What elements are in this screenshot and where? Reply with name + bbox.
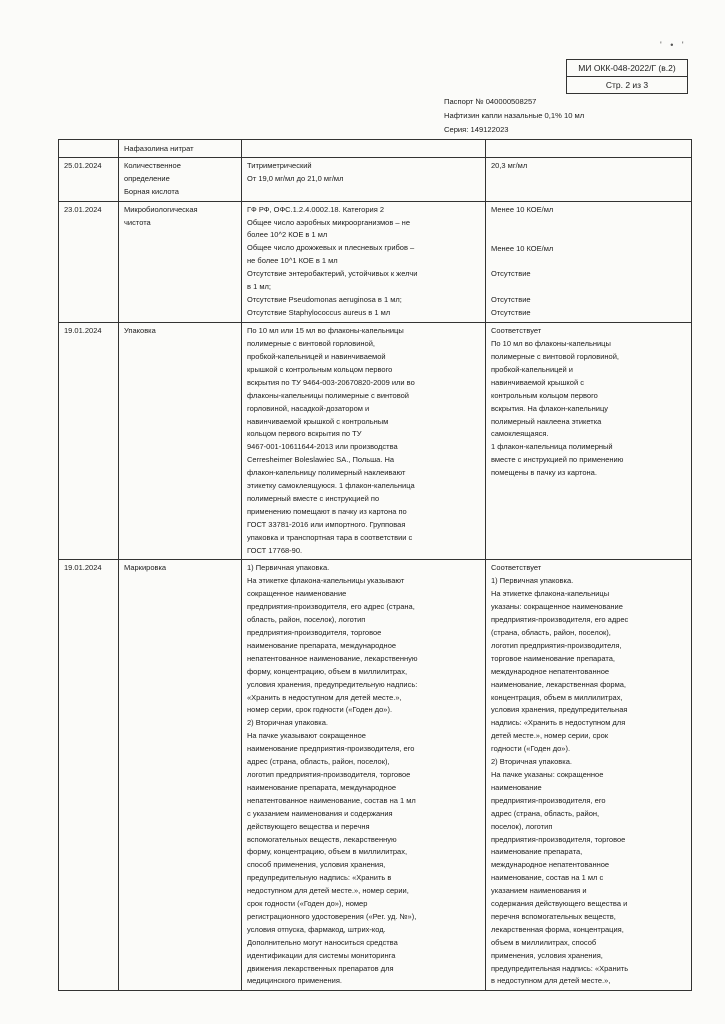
- result-line: вскрытия. На флакон-капельницу: [491, 403, 609, 413]
- param-line: чистота: [124, 217, 151, 227]
- result-line: 2) Вторичная упаковка.: [491, 757, 572, 767]
- result-line: надпись: «Хранить в недоступном для: [491, 718, 626, 728]
- norm-line: форму, концентрацию, объем в миллилитрах,: [247, 666, 408, 676]
- result-line: самоклеящаяся.: [491, 429, 549, 439]
- result-line: (страна, область, район, поселок),: [491, 628, 611, 637]
- result-line: Менее 10 КОЕ/мл: [491, 243, 554, 253]
- table-row: [59, 201, 692, 323]
- result-line: 20,3 мг/мл: [491, 160, 528, 170]
- result-line: На пачке указаны: сокращенное: [491, 769, 604, 779]
- param-line: Упаковка: [124, 326, 156, 336]
- result-line: По 10 мл во флаконы-капельницы: [491, 339, 611, 349]
- table-row: [59, 140, 692, 158]
- table-cell: [486, 140, 692, 158]
- norm-line: навинчиваемой крышкой с контрольным: [247, 416, 389, 426]
- document-code-box: [566, 59, 688, 94]
- norm-line: упаковка и транспортная тара в соответствии с: [247, 532, 413, 542]
- norm-line: более 10^2 КОЕ в 1 мл: [247, 230, 328, 240]
- norm-line: форму, концентрацию, объем в миллилитрах,: [247, 847, 408, 857]
- test-result: [486, 157, 692, 201]
- result-line: вместе с инструкцией по применению: [491, 455, 624, 465]
- test-result: [486, 201, 692, 323]
- test-date: 19.01.2024: [59, 323, 119, 560]
- test-date: 25.01.2024: [59, 157, 119, 201]
- norm-line: Общее число аэробных микроорганизмов – не: [247, 217, 410, 227]
- norm-line: «Хранить в недоступном для детей месте.»,: [247, 692, 402, 702]
- norm-line: движения лекарственных препаратов для: [247, 963, 394, 973]
- result-line: детей месте.», номер серии, срок: [491, 731, 609, 741]
- table-cell: [242, 140, 486, 158]
- passport-info: [444, 95, 584, 137]
- result-line: предупредительная надпись: «Хранить: [491, 963, 629, 973]
- norm-line: применению помещают в пачку из картона по: [247, 506, 407, 516]
- norm-line: регистрационного удостоверения («Рег. уд. №»),: [247, 911, 417, 921]
- norm-line: этикетку самоклеящуюся. 1 флакон-капельница: [247, 481, 415, 491]
- table-cell: [59, 140, 119, 158]
- result-line: в недоступном для детей месте.»,: [491, 976, 611, 986]
- test-parameter: [119, 157, 242, 201]
- result-line: содержания действующего вещества и: [491, 899, 628, 909]
- result-line: лекарственная форма, концентрация,: [491, 924, 624, 934]
- result-line: объем в миллилитрах, способ: [491, 937, 597, 947]
- param-line: определение: [124, 173, 170, 183]
- norm-line: 9467-001-10611644-2013 или производства: [247, 442, 398, 452]
- result-line: 1 флакон-капельница полимерный: [491, 442, 613, 452]
- result-line: предприятия-производителя, торговое: [491, 834, 626, 844]
- norm-line: вспомогательных веществ, лекарственную: [247, 834, 397, 844]
- result-line: поселок), логотип: [491, 821, 553, 831]
- norm-line: адрес (страна, область, район, поселок),: [247, 757, 390, 767]
- norm-line: ГФ РФ, ОФС.1.2.4.0002.18. Категория 2: [247, 204, 385, 214]
- result-line: указанием наименования и: [491, 886, 587, 896]
- norm-line: крышкой с контрольным кольцом первого: [247, 364, 393, 374]
- result-line: Отсутствие: [491, 295, 531, 305]
- norm-line: На пачке указывают сокращенное: [247, 731, 366, 741]
- norm-line: полимерный вместе с инструкцией по: [247, 493, 380, 503]
- norm-line: условия отпуска, фармакод, штрих-код.: [247, 924, 386, 934]
- result-line: торговое наименование препарата,: [491, 653, 615, 663]
- test-parameter: [119, 201, 242, 323]
- result-line: наименование, лекарственная форма,: [491, 679, 626, 689]
- test-results-table: [58, 139, 692, 991]
- norm-line: флаконы-капельницы полимерные с винтовой: [247, 390, 409, 400]
- scan-corner-marks: ' • ': [660, 40, 687, 50]
- result-line: Соответствует: [491, 563, 542, 573]
- result-line: пробкой-капельницей и: [491, 364, 573, 374]
- result-line: адрес (страна, область, район,: [491, 808, 600, 818]
- norm-line: действующего вещества и перечня: [247, 821, 370, 831]
- result-line: указаны: сокращенное наименование: [491, 602, 623, 612]
- norm-line: ГОСТ 17768-90.: [247, 545, 303, 555]
- result-line: помещены в пачку из картона.: [491, 468, 597, 478]
- result-line: Отсутствие: [491, 308, 531, 318]
- norm-line: идентификации для системы мониторинга: [247, 950, 396, 960]
- param-line: Количественное: [124, 160, 181, 170]
- test-parameter: [119, 323, 242, 560]
- result-line: условия хранения, предупредительная: [491, 705, 628, 715]
- result-line: международное непатентованное: [491, 860, 610, 870]
- param-line: Микробиологическая: [124, 204, 198, 214]
- test-result: [486, 560, 692, 991]
- result-line: наименование препарата,: [491, 847, 583, 857]
- norm-line: непатентованное наименование, лекарственную: [247, 653, 418, 663]
- result-line: полимерные с винтовой горловиной,: [491, 351, 619, 361]
- table-row: [59, 560, 692, 991]
- norm-line: сокращенное наименование: [247, 589, 347, 599]
- test-parameter: [119, 560, 242, 991]
- result-line: концентрация, объем в миллилитрах,: [491, 692, 623, 702]
- result-line: Соответствует: [491, 326, 542, 336]
- norm-line: с указанием наименования и содержания: [247, 808, 393, 818]
- norm-line: медицинского применения.: [247, 976, 343, 986]
- test-norm: [242, 323, 486, 560]
- test-date: 19.01.2024: [59, 560, 119, 991]
- result-line: навинчиваемой крышкой с: [491, 377, 584, 387]
- norm-line: Отсутствие энтеробактерий, устойчивых к желчи: [247, 269, 418, 279]
- norm-line: номер серии, срок годности («Годен до»).: [247, 705, 393, 715]
- norm-line: пробкой-капельницей и навинчиваемой: [247, 351, 386, 361]
- result-line: предприятия-производителя, его: [491, 795, 606, 805]
- norm-line: Отсутствие Pseudomonas aeruginosa в 1 мл;: [247, 294, 402, 304]
- result-line: применения, условия хранения,: [491, 950, 603, 960]
- result-line: Отсутствие: [491, 269, 531, 279]
- norm-line: 1) Первичная упаковка.: [247, 563, 330, 573]
- norm-line: полимерные с винтовой горловиной,: [247, 339, 375, 349]
- test-date: 23.01.2024: [59, 201, 119, 323]
- result-line: логотип предприятия-производителя,: [491, 640, 622, 650]
- document-code: МИ ОКК-048-2022/Г (в.2): [578, 63, 676, 73]
- norm-line: предприятия-производителя, торговое: [247, 628, 382, 637]
- norm-line: Cerresheimer Boleslawiec SA., Польша. На: [247, 455, 395, 465]
- norm-line: наименование препарата, международное: [247, 782, 397, 792]
- param-line: Маркировка: [124, 563, 167, 573]
- norm-line: 2) Вторичная упаковка.: [247, 718, 328, 728]
- norm-line: в 1 мл;: [247, 282, 271, 292]
- norm-line: недоступном для детей месте.», номер серии,: [247, 886, 409, 896]
- norm-line: условия хранения, предупредительную надпись:: [247, 679, 418, 689]
- norm-line: На этикетке флакона-капельницы указывают: [247, 576, 405, 586]
- norm-line: ГОСТ 33781-2016 или импортного. Групповая: [247, 519, 406, 529]
- result-line: перечня вспомогательных веществ,: [491, 911, 616, 921]
- norm-line: предупредительную надпись: «Хранить в: [247, 873, 392, 883]
- result-line: наименование: [491, 782, 542, 792]
- norm-line: Титриметрический: [247, 160, 312, 170]
- norm-line: Общее число дрожжевых и плесневых грибов –: [247, 243, 415, 253]
- substance-title: Нафазолина нитрат: [119, 140, 242, 158]
- norm-line: логотип предприятия-производителя, торговое: [247, 769, 411, 779]
- result-line: контрольным кольцом первого: [491, 390, 598, 400]
- norm-line: способ применения, условия хранения,: [247, 860, 386, 870]
- test-norm: [242, 157, 486, 201]
- page-number: Стр. 2 из 3: [567, 76, 687, 93]
- table-row: [59, 157, 692, 201]
- result-line: наименование, состав на 1 мл с: [491, 873, 604, 883]
- norm-line: область, район, поселок), логотип: [247, 615, 366, 625]
- result-line: Менее 10 КОЕ/мл: [491, 204, 554, 214]
- test-result: [486, 323, 692, 560]
- passport-number: Паспорт № 040000508257: [444, 97, 537, 106]
- test-norm: [242, 560, 486, 991]
- norm-line: непатентованное наименование, состав на 1 мл: [247, 795, 416, 805]
- result-line: 1) Первичная упаковка.: [491, 576, 574, 586]
- norm-line: наименование предприятия-производителя, его: [247, 744, 415, 754]
- norm-line: наименование препарата, международное: [247, 640, 397, 650]
- norm-line: флакон-капельницу полимерный наклеивают: [247, 468, 406, 478]
- norm-line: Дополнительно могут наноситься средства: [247, 937, 398, 947]
- result-line: На этикетке флакона-капельницы: [491, 589, 610, 599]
- norm-line: горловиной, насадкой-дозатором и: [247, 403, 370, 413]
- table-row: [59, 323, 692, 560]
- batch-number: Серия: 149122023: [444, 125, 509, 134]
- result-line: годности («Годен до»).: [491, 744, 571, 754]
- result-line: полимерный наклеена этикетка: [491, 416, 602, 426]
- test-norm: [242, 201, 486, 323]
- norm-line: предприятия-производителя, его адрес (страна,: [247, 602, 415, 612]
- norm-line: срок годности («Годен до»), номер: [247, 899, 368, 909]
- norm-line: По 10 мл или 15 мл во флаконы-капельницы: [247, 326, 404, 336]
- norm-line: не более 10^1 КОЕ в 1 мл: [247, 256, 338, 266]
- product-name: Нафтизин капли назальные 0,1% 10 мл: [444, 111, 585, 120]
- param-line: Борная кислота: [124, 186, 179, 196]
- norm-line: кольцом первого вскрытия по ТУ: [247, 429, 362, 439]
- norm-line: вскрытия по ТУ 9464-003-20670820-2009 или во: [247, 377, 415, 387]
- result-line: предприятия-производителя, его адрес: [491, 615, 629, 625]
- result-line: международное непатентованное: [491, 666, 610, 676]
- norm-line: От 19,0 мг/мл до 21,0 мг/мл: [247, 173, 344, 183]
- norm-line: Отсутствие Staphylococcus aureus в 1 мл: [247, 307, 391, 317]
